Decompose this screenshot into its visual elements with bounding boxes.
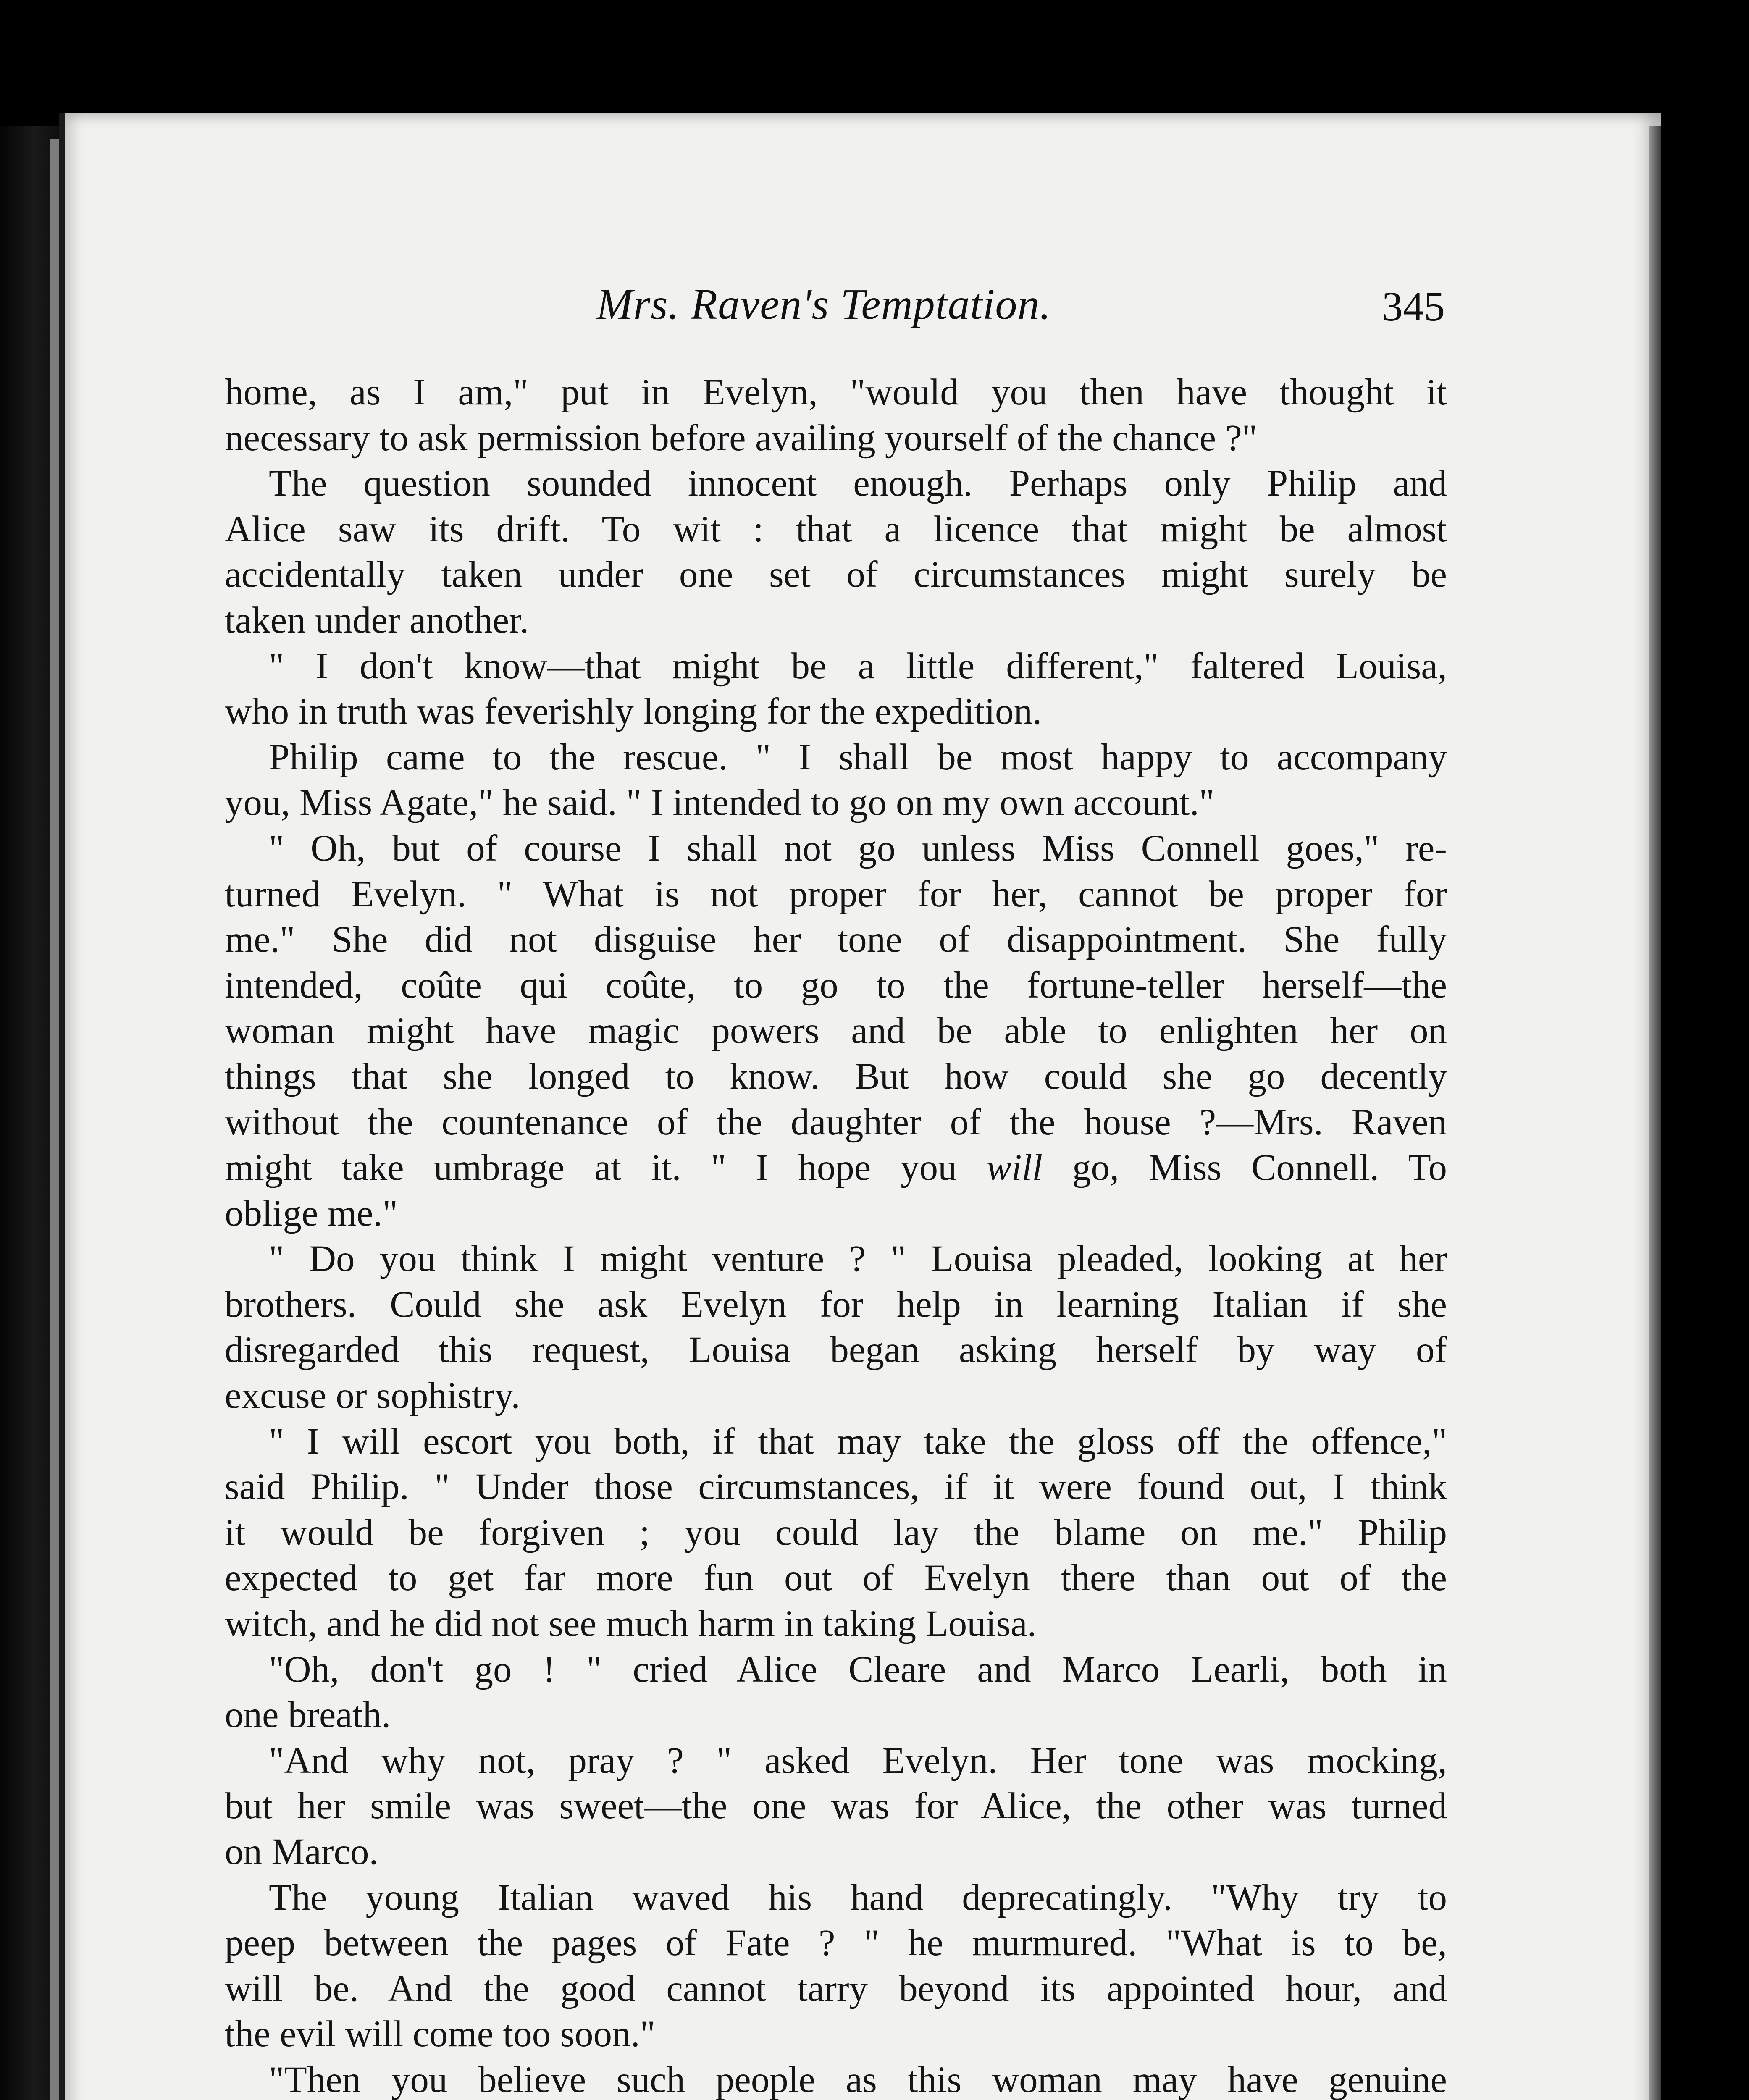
text-line: brothers. Could she ask Evelyn for help in learning Italian if she [225, 1284, 1447, 1325]
text-line: oblige me." [225, 1192, 398, 1234]
text-line: " Do you think I might venture ? " Louisa pleaded, looking at her [269, 1238, 1447, 1280]
page-number: 345 [1382, 283, 1445, 330]
text-line: expected to get far more fun out of Evelyn there than out of the [225, 1557, 1447, 1599]
text-line: "Oh, don't go ! " cried Alice Cleare and Marco Learli, both in [269, 1648, 1447, 1690]
text-line: it would be forgiven ; you could lay the blame on me." Philip [225, 1512, 1447, 1553]
text-line: "Then you believe such people as this woman may have genuine [269, 2059, 1447, 2100]
text-line: " I don't know—that might be a little different," faltered Louisa, [269, 645, 1447, 687]
text-line: "And why not, pray ? " asked Evelyn. Her tone was mocking, [269, 1740, 1447, 1781]
text-line: without the countenance of the daughter of the house ?—Mrs. Raven [225, 1101, 1447, 1143]
text-line: peep between the pages of Fate ? " he murmured. "What is to be, [225, 1922, 1447, 1964]
text-line: one breath. [225, 1694, 391, 1736]
text-line: woman might have magic powers and be able to enlighten her on [225, 1010, 1447, 1052]
text-line: intended, coûte qui coûte, to go to the fortune-teller herself—the [225, 964, 1447, 1006]
text-line: The young Italian waved his hand deprecatingly. "Why try to [269, 1877, 1447, 1918]
text-line: you, Miss Agate," he said. " I intended to go on my own account." [225, 782, 1214, 824]
text-line: accidentally taken under one set of circumstances might surely be [225, 554, 1447, 596]
text-line: might take umbrage at it. " I hope you will go, Miss Connell. To [225, 1147, 1447, 1189]
text-line: excuse or sophistry. [225, 1375, 520, 1417]
page-fore-edge [1649, 126, 1661, 2100]
running-title: Mrs. Raven's Temptation. [596, 280, 1051, 328]
text-line: The question sounded innocent enough. Perhaps only Philip and [269, 463, 1447, 504]
emphasis-text: will [986, 1147, 1043, 1189]
text-line: on Marco. [225, 1831, 378, 1872]
text-line: things that she longed to know. But how could she go decently [225, 1055, 1447, 1097]
text-line: disregarded this request, Louisa began asking herself by way of [225, 1329, 1447, 1371]
text-line: " I will escort you both, if that may take the gloss off the offence," [269, 1420, 1447, 1462]
text-line: Philip came to the rescue. " I shall be most happy to accompany [269, 736, 1447, 778]
text-line: witch, and he did not see much harm in taking Louisa. [225, 1603, 1037, 1645]
text-line: turned Evelyn. " What is not proper for her, cannot be proper for [225, 873, 1447, 915]
body-text [225, 370, 1447, 2100]
text-line: the evil will come too soon." [225, 2013, 656, 2055]
text-line: who in truth was feverishly longing for the expedition. [225, 691, 1042, 732]
text-line: " Oh, but of course I shall not go unless Miss Connell goes," re- [269, 827, 1447, 869]
text-line: Alice saw its drift. To wit : that a licence that might be almost [225, 508, 1447, 550]
text-line: taken under another. [225, 599, 529, 641]
text-line: me." She did not disguise her tone of disappointment. She fully [225, 919, 1447, 961]
text-line: home, as I am," put in Evelyn, "would you then have thought it [225, 372, 1447, 413]
text-line: necessary to ask permission before availing yourself of the chance ?" [225, 417, 1258, 459]
text-line: will be. And the good cannot tarry beyond its appointed hour, and [225, 1968, 1447, 2009]
text-line: said Philip. " Under those circumstances, if it were found out, I think [225, 1466, 1447, 1508]
text-line: but her smile was sweet—the one was for Alice, the other was turned [225, 1785, 1447, 1827]
